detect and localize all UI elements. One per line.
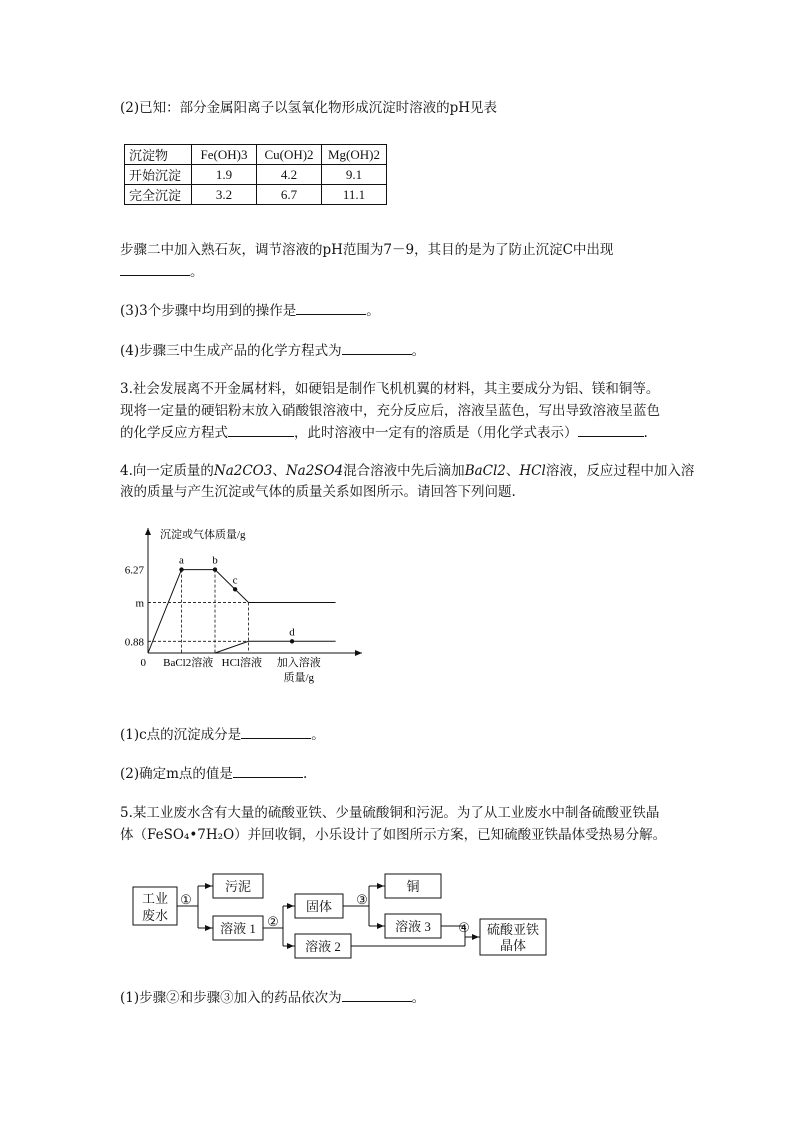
data-point: [233, 587, 237, 591]
formula: Na2SO4: [285, 463, 344, 479]
table-row: [125, 145, 387, 165]
y-tick-label: m: [135, 597, 144, 610]
data-point: [179, 567, 183, 571]
formula: Na2CO3: [213, 463, 273, 479]
q4-sub2: [120, 763, 307, 784]
q2-4-text: (4)步骤三中生成产品的化学方程式为: [120, 343, 342, 359]
node-label: 硫酸亚铁: [486, 922, 540, 937]
q4-text-a: 4.向一定质量的: [120, 463, 214, 479]
q2-4: [120, 340, 425, 361]
table-header-cell: Mg(OH)2: [322, 145, 387, 165]
q4-text-c: 溶液，反应过程中加入溶: [545, 463, 695, 479]
x-segment-label: BaCl2溶液: [163, 657, 214, 669]
x-axis-label: 质量/g: [283, 672, 315, 684]
q5-line2: 体（FeSO₄•7H₂O）并回收铜，小乐设计了如图所示方案，已知硫酸亚铁晶体受热易分解。: [120, 827, 667, 843]
origin-label: 0: [140, 657, 146, 669]
table-header-cell: 沉淀物: [125, 145, 192, 165]
y-tick-label: 6.27: [124, 564, 144, 577]
node-label: 溶液 3: [395, 919, 431, 934]
node-label: 固体: [305, 899, 333, 914]
step-label: ①: [180, 892, 192, 907]
data-point: [290, 639, 294, 643]
table-cell: 9.1: [322, 165, 387, 185]
node-label: 污泥: [224, 879, 252, 894]
punct: .: [302, 766, 308, 782]
table-cell: 6.7: [257, 185, 322, 205]
mass-chart: [118, 522, 368, 692]
q4-sub1: [120, 724, 325, 745]
step-label: ③: [356, 892, 368, 907]
table-row: [125, 185, 387, 205]
node-label: 晶体: [499, 938, 527, 953]
q3-line1: 3.社会发展离不开金属材料，如硬铝是制作飞机机翼的材料，其主要成分为铝、镁和铜等。: [120, 381, 660, 397]
punct: 。: [411, 990, 426, 1006]
q2-2-step2-answer: [120, 261, 204, 282]
node-label: 废水: [141, 908, 169, 923]
table-cell: 完全沉淀: [125, 185, 192, 205]
answer-blank[interactable]: [342, 987, 412, 1002]
punct: 。: [411, 343, 426, 359]
point-label: c: [232, 574, 238, 587]
table-cell: 11.1: [322, 185, 387, 205]
punct: .: [643, 425, 648, 441]
table-cell: 4.2: [257, 165, 322, 185]
point-label: b: [212, 554, 218, 567]
node-label: 溶液 2: [305, 939, 341, 954]
data-point: [213, 567, 217, 571]
step-label: ②: [267, 914, 279, 929]
answer-blank[interactable]: [578, 422, 644, 437]
answer-blank[interactable]: [342, 340, 412, 355]
y-axis-label: 沉淀或气体质量/g: [160, 529, 246, 541]
q3-line2: 现将一定量的硬铝粉末放入硝酸银溶液中，充分反应后，溶液呈蓝色，写出导致溶液呈蓝色: [120, 403, 660, 419]
node-label: 溶液 1: [220, 921, 256, 936]
series-line: [148, 570, 336, 653]
answer-blank[interactable]: [120, 261, 190, 276]
q4-sub2-text: (2)确定m点的值是: [120, 766, 233, 782]
formula: HCl: [519, 463, 546, 479]
flow-diagram: [128, 866, 558, 966]
q3-text-b: ，此时溶液中一定有的溶质是（用化学式表示）: [294, 425, 578, 441]
punct: 。: [366, 303, 380, 319]
q2-2-step2: 步骤二中加入熟石灰，调节溶液的pH范围为7－9，其目的是为了防止沉淀C中出现: [120, 242, 614, 258]
q4-line1: [120, 461, 694, 481]
answer-blank[interactable]: [233, 763, 303, 778]
table-header-cell: Fe(OH)3: [192, 145, 257, 165]
q3-line3: [120, 422, 648, 443]
punct: 。: [190, 264, 204, 280]
formula: BaCl2: [464, 463, 506, 479]
node-label: 铜: [406, 879, 420, 894]
ph-table: [124, 144, 387, 205]
table-header-cell: Cu(OH)2: [257, 145, 322, 165]
point-label: a: [179, 554, 184, 567]
q2-3: [120, 300, 380, 321]
node-label: 工业: [141, 891, 169, 906]
answer-blank[interactable]: [296, 300, 366, 315]
answer-blank[interactable]: [241, 724, 311, 739]
table-cell: 1.9: [192, 165, 257, 185]
x-segment-label: HCl溶液: [221, 657, 262, 669]
q5-line1: 5.某工业废水含有大量的硫酸亚铁、少量硫酸铜和污泥。为了从工业废水中制备硫酸亚铁晶: [120, 805, 660, 821]
q5-sub1: [120, 987, 425, 1008]
q4-sub1-text: (1)c点的沉淀成分是: [120, 727, 242, 743]
table-cell: 3.2: [192, 185, 257, 205]
q3-text-a: 的化学反应方程式: [120, 425, 228, 441]
answer-blank[interactable]: [228, 422, 294, 437]
table-row: [125, 165, 387, 185]
q4-line2: 液的质量与产生沉淀或气体的质量关系如图所示。请回答下列问题.: [120, 484, 516, 500]
x-axis-label: 加入溶液: [276, 657, 321, 669]
punct: 、: [272, 463, 286, 479]
q2-3-text: (3)3个步骤中均用到的操作是: [120, 303, 297, 319]
y-tick-label: 0.88: [124, 636, 144, 649]
series-line: [215, 641, 336, 653]
punct: 。: [311, 727, 325, 743]
q2-2-intro: (2)已知：部分金属阳离子以氢氧化物形成沉淀时溶液的pH见表: [120, 100, 498, 116]
step-label: ④: [458, 920, 470, 935]
point-label: d: [289, 626, 295, 639]
table-cell: 开始沉淀: [125, 165, 192, 185]
q5-sub1-text: (1)步骤②和步骤③加入的药品依次为: [120, 990, 342, 1006]
q4-text-b: 混合溶液中先后滴加: [343, 463, 465, 479]
punct: 、: [505, 463, 520, 479]
